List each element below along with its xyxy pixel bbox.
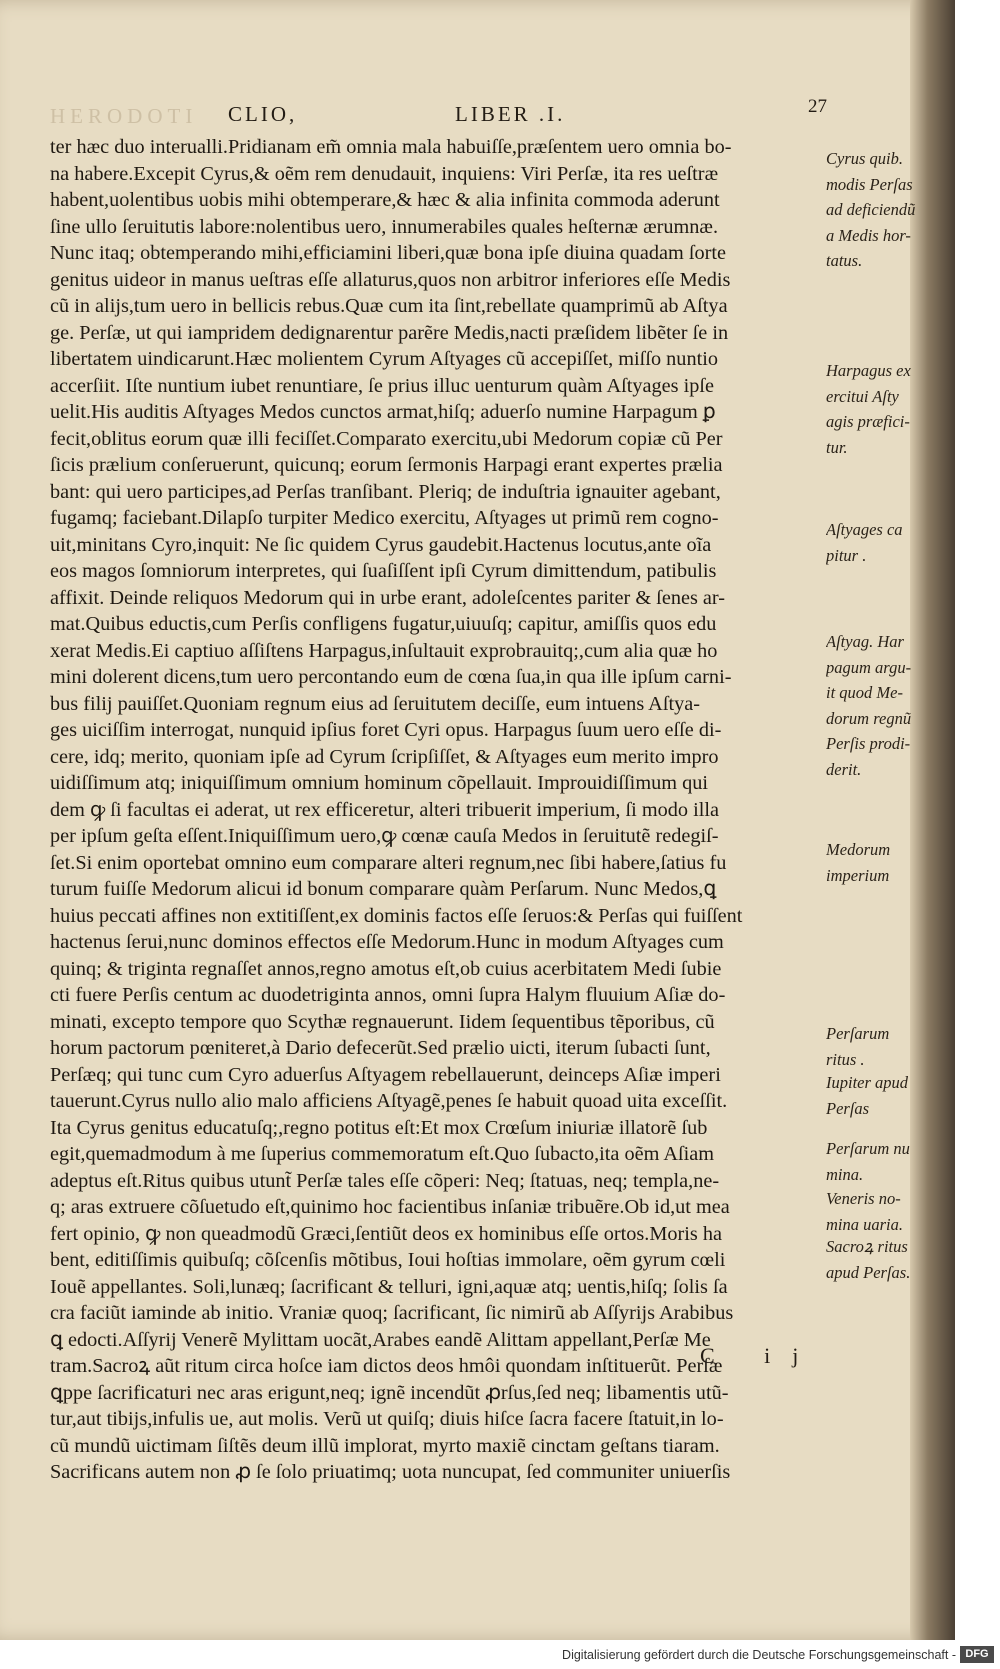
text-line: ter hæc duo interualli.Pridianam em̃ omnia mala habuiſſe,præſentem uero omnia bo-: [50, 136, 732, 158]
text-line: mini dolerent dicens,tum uero percontando eum de cœna ſua,in qua ille ipſum carni-: [50, 666, 732, 688]
page-number: 27: [808, 96, 827, 117]
text-line: ſet.Si enim oportebat omnino eum comparare alteri regnum,nec ſibi habere,ſatius fu: [50, 851, 727, 874]
running-head: [50, 100, 830, 130]
text-line: na habere.Excepit Cyrus,& oẽm rem denudauit, inquiens: Viri Perſæ, ita res ueſtræ: [50, 162, 719, 185]
marginal-note-line: Sacroꝝ ritus: [826, 1237, 908, 1256]
show-through-text: HERODOTI: [50, 104, 198, 128]
text-line: huius peccati affines non extitiſſent,ex dominis factos eſſe ſeruos:& Perſas qui fuiſſent: [50, 904, 743, 927]
text-line: ꝗppe ſacrificaturi nec aras erigunt,neq; ignẽ incendũt ꝓrſus,ſed neq; libamentis utũ-: [50, 1381, 729, 1404]
marginal-note-line: dorum regnũ: [826, 708, 912, 728]
text-line: adeptus eſt.Ritus quibus utunt̃ Perſæ tales eſſe cõperi: Neq; ſtatuas, neq; templa,ne-: [50, 1169, 720, 1192]
marginal-note: [826, 1070, 954, 1121]
text-line: tur,aut tibijs,infulis ue, aut molis. Verũ ut quiſq; diuis hiſce ſacra facere ſtatuit,in lo-: [50, 1408, 724, 1430]
text-line: Ita Cyrus genitus educatuſq;,regno potitus eſt:Et mox Crœſum iniuriæ illatorẽ ſub: [50, 1116, 708, 1139]
marginal-note-line: Aſtyages ca: [826, 520, 903, 539]
marginal-note-line: Harpagus ex: [826, 361, 911, 380]
marginal-note-line: Veneris no-: [826, 1189, 901, 1208]
marginal-note-line: tur.: [826, 437, 848, 457]
marginal-note-line: modis Perſas: [826, 174, 913, 194]
marginal-note-line: Cyrus quib.: [826, 149, 904, 168]
text-line: per ipſum geſta eſſent.Iniquiſſimum uero,ꝙ cœnæ cauſa Medos in ſeruitutẽ redegiſ-: [50, 825, 719, 847]
text-line: bant: qui uero participes,ad Perſas tranſibant. Pleriq; de induſtria ignauiter agebant,: [50, 480, 721, 503]
marginal-note: [826, 1186, 954, 1237]
signature-mark: C ij: [700, 1343, 821, 1368]
text-line: fugamq; faciebant.Dilapſo turpiter Medico exercitu, Aſtyages ut primũ rem cogno-: [50, 507, 719, 529]
text-line: fecit,oblitus eorum quæ illi feciſſet.Comparato exercitu,ubi Medorum copiæ cũ Per: [50, 427, 723, 450]
marginal-note-line: ritus .: [826, 1049, 865, 1069]
text-line: ſine ullo ſeruitutis labore:nolentibus uero, innumerabiles quales heſternæ ærumnæ.: [50, 215, 719, 238]
funding-credit: Digitalisierung gefördert durch die Deutsche Forschungsgemeinschaft -: [562, 1648, 956, 1662]
marginal-note-line: mina uaria.: [826, 1214, 904, 1234]
text-line: cere, idq; merito, quoniam ipſe ad Cyrum ſcripſiſſet, & Aſtyages eum merito impro: [50, 745, 719, 768]
marginal-note: [826, 1021, 954, 1072]
dfg-logo: DFG: [960, 1646, 994, 1663]
marginal-note: [826, 146, 954, 274]
text-line: quinq; & triginta regnaſſet annos,regno amotus eſt,ob cuius acerbitatem Medi ſubie: [50, 957, 722, 980]
text-line: ꝗ edocti.Aſſyrij Venerẽ Mylittam uocãt,Arabes eandẽ Alittam appellant,Perſæ Me: [50, 1328, 711, 1351]
text-line: tram.Sacroꝝ aũt ritum circa hoſce iam dictos deos hmôi quondam inſtituerũt. Perſæ: [50, 1355, 723, 1377]
text-line: minati, excepto tempore quo Scythæ regnauerunt. Iidem ſequentibus tẽporibus, cũ: [50, 1010, 715, 1033]
marginal-note-line: it quod Me-: [826, 683, 903, 702]
marginal-note-line: Perſis prodi-: [826, 734, 911, 753]
running-head-liber: LIBER .I.: [455, 102, 566, 126]
text-line: cra faciũt iaminde ab initio. Vraniæ quoq; ſacrificant, ſic nimirũ ab Aſſyrijs Arabibus: [50, 1302, 734, 1324]
text-line: uit,minitans Cyro,inquit: Ne ſic quidem Cyrus gaudebit.Hactenus locutus,ante oĩa: [50, 533, 712, 556]
text-line: bent, editiſſimis quibuſq; cõſcenſis mõtibus, Ioui hoſtias immolare, oẽm gyrum cœli: [50, 1249, 726, 1271]
marginal-note: [826, 1136, 954, 1187]
text-line: Perſæq; qui tunc cum Cyro aduerſus Aſtyagem rebellauerunt, deinceps Aſiæ imperi: [50, 1063, 721, 1086]
marginal-note-line: mina.: [826, 1164, 864, 1184]
text-line: Nunc itaq; obtemperando mihi,efficiamini liberi,quæ bona ipſe diuina quadam ſorte: [50, 242, 727, 264]
marginal-note: [826, 837, 954, 888]
marginal-note-line: agis præfici-: [826, 412, 910, 431]
marginal-note-line: a Medis hor-: [826, 225, 911, 245]
body-text: [50, 134, 825, 1486]
text-line: ges uiciſſim interrogat, nunquid ipſius foret Cyri opus. Harpagus ſuum uero eſſe di-: [50, 719, 722, 741]
marginal-note-line: ercitui Aſty: [826, 386, 899, 406]
text-line: tauerunt.Cyrus nullo alio malo afficiens Aſtyagẽ,penes ſe habuit quoad uita exceſſit.: [50, 1090, 728, 1112]
text-line: egit,quemadmodum à me ſuperius commemoratum eſt.Quo ſubacto,ita oẽm Aſiam: [50, 1143, 715, 1165]
marginal-note: [826, 629, 954, 782]
text-line: bus filij pauiſſet.Quoniam regnum eius ad ſeruitutem deciſſe, eum intuens Aſtya-: [50, 692, 700, 715]
marginal-note-line: Perſarum: [826, 1024, 890, 1043]
text-line: fert opinio, ꝙ non queadmodũ Græci,ſentiũt deos ex hominibus eſſe ortos.Moris ha: [50, 1222, 723, 1245]
text-line: uidiſſimum atq; iniquiſſimum omnium hominum cõpellauit. Improuidiſſimum qui: [50, 772, 708, 794]
text-line: genitus uideor in manus ueſtras eſſe allaturus,quos non arbitror inferiores eſſe Medis: [50, 268, 731, 291]
text-line: dem ꝙ ſi facultas ei aderat, ut rex efficeretur, alteri tribuerit imperium, ſi modo illa: [50, 798, 719, 821]
marginal-note-line: pagum argu-: [826, 657, 912, 677]
text-line: accerſiit. Iſte nuntium iubet renuntiare, ſe prius illuc uenturum quàm Aſtyages ipſe: [50, 374, 715, 397]
marginal-note-line: apud Perſas.: [826, 1262, 911, 1282]
text-line: cũ mundũ uictimam ſiſtẽs deum illũ implorat, myrto maxiẽ cinctam geſtans tiaram.: [50, 1434, 720, 1457]
text-line: cũ in alijs,tum uero in bellicis rebus.Quæ cum ita ſint,rebellate quamprimũ ab Aſtya: [50, 295, 728, 317]
text-line: ge. Perſæ, ut qui iampridem dedignarentur parẽre Medis,nacti præſidem libẽter ſe in: [50, 321, 729, 344]
marginal-note-line: derit.: [826, 759, 862, 779]
text-line: mat.Quibus eductis,cum Perſis confligens fugatur,uiuuſq; capitur, amiſſis quos edu: [50, 613, 717, 635]
marginal-note: [826, 517, 954, 568]
marginal-note-line: Perſas: [826, 1098, 870, 1118]
digitization-footer: [0, 1643, 1000, 1669]
text-line: Sacrificans autem non ꝓ ſe ſolo priuatimq; uota nuncupat, ſed communiter uniuerſis: [50, 1461, 731, 1483]
text-line: horum pactorum pœniteret,à Dario defecerũt.Sed prælio uicti, iterum ſubacti ſunt,: [50, 1037, 711, 1059]
text-line: affixit. Deinde reliquos Medorum qui in urbe erant, adoleſcentes pariter & ſenes ar-: [50, 586, 726, 609]
text-line: q; aras extruere cõſuetudo eſt,quinimo hoc facientibus inſaniæ tribuẽre.Ob id,ut mea: [50, 1196, 730, 1218]
marginal-note: [826, 358, 954, 460]
text-line: habent,uolentibus uobis mihi obtemperare,& hæc & alia infinita commoda aderunt: [50, 189, 720, 211]
marginal-note-line: ad deficiendũ: [826, 200, 916, 219]
running-head-book: CLIO,: [228, 102, 298, 126]
text-line: xerat Medis.Ei captiuo aſſiſtens Harpagus,inſultauit exprobrauitq;,cum alia quæ ho: [50, 639, 718, 662]
marginal-note-line: Aſtyag. Har: [826, 632, 904, 651]
marginal-note-line: tatus.: [826, 251, 863, 270]
text-line: Iouẽ appellantes. Soli,lunæq; ſacrificant & telluri, igni,aquæ atq; uentis,hiſq; ſolis ſa: [50, 1275, 728, 1298]
marginal-note-line: Medorum: [826, 840, 891, 859]
marginal-note-line: pitur .: [826, 545, 867, 565]
text-line: turum fuiſſe Medorum alicui id bonum comparare quàm Perſarum. Nunc Medos,ꝗ: [50, 878, 717, 900]
text-line: cti fuere Perſis centum ac duodetriginta annos, omni ſupra Halym fluuium Aſiæ do-: [50, 984, 726, 1006]
marginal-note-line: imperium: [826, 865, 890, 885]
text-line: libertatem uindicarunt.Hæc molientem Cyrum Aſtyages cũ accepiſſet, miſſo nuntio: [50, 348, 718, 370]
text-line: eos magos ſomniorum interpretes, qui ſuaſiſſent ipſi Cyrum dimittendum, patibulis: [50, 560, 717, 582]
text-line: ſicis prælium conſeruerunt, quicunq; eorum ſermonis Harpagi erant expertes prælia: [50, 454, 723, 476]
marginal-note: [826, 1234, 954, 1285]
text-line: hactenus ſerui,nunc dominos effectos eſſe Medorum.Hunc in modum Aſtyages cum: [50, 931, 724, 953]
marginal-note-line: Perſarum nu: [826, 1139, 910, 1158]
text-line: uelit.His auditis Aſtyages Medos cunctos armat,hiſq; aduerſo numine Harpagum ꝑ: [50, 401, 716, 423]
marginal-note-line: Iupiter apud: [826, 1073, 909, 1092]
